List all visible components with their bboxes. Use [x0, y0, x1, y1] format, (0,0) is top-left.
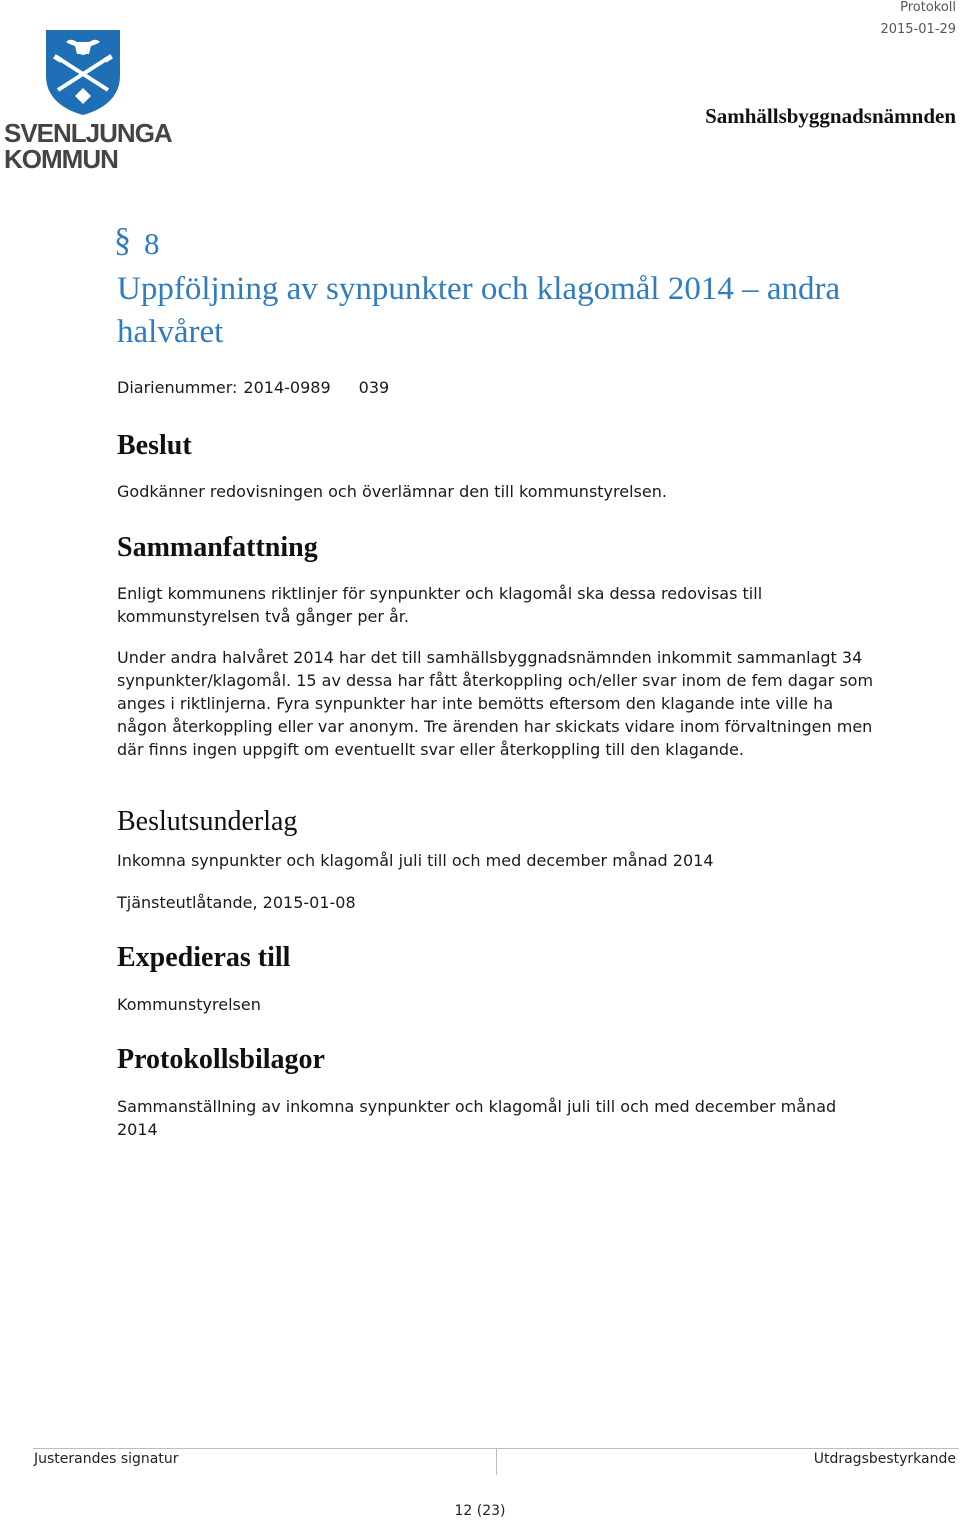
coat-of-arms-icon	[44, 28, 122, 116]
document-type: Protokoll	[900, 0, 956, 15]
logo-wordmark-line2: KOMMUN	[4, 144, 118, 174]
page-number: 12 (23)	[454, 1503, 506, 1519]
diary-code: 039	[358, 378, 390, 397]
section-text-expedieras: Kommunstyrelsen	[117, 995, 261, 1014]
section-text-sammanfattning-1: Enligt kommunens riktlinjer för synpunkter och klagomål ska dessa redovisas till kommunstyrelsen två gånger per år.	[117, 584, 763, 626]
diary-number: 2014-0989	[243, 378, 331, 397]
document-date: 2015-01-29	[880, 22, 956, 37]
committee-name: Samhällsbyggnadsnämnden	[705, 104, 956, 128]
section-heading-bilagor: Protokollsbilagor	[117, 1044, 325, 1075]
footer-separator	[496, 1448, 497, 1475]
paragraph-number: 8	[144, 226, 160, 261]
footer-signature-label: Justerandes signatur	[34, 1451, 179, 1467]
basis-item-2: Tjänsteutlåtande, 2015-01-08	[117, 893, 356, 912]
page-title: Uppföljning av synpunkter och klagomål 2014 – andra halvåret	[117, 271, 841, 350]
section-heading-sammanfattning: Sammanfattning	[117, 532, 318, 563]
paragraph-sign: §	[114, 222, 131, 259]
logo-wordmark-line1: SVENLJUNGA	[4, 118, 172, 148]
section-text-beslut: Godkänner redovisningen och överlämnar den till kommunstyrelsen.	[117, 482, 667, 501]
section-heading-expedieras: Expedieras till	[117, 942, 291, 973]
diary-number-line	[117, 378, 389, 397]
footer-certification-label: Utdragsbestyrkande	[813, 1451, 956, 1467]
section-text-bilagor: Sammanställning av inkomna synpunkter och klagomål juli till och med december månad 2014	[117, 1097, 837, 1139]
diary-label: Diarienummer:	[117, 378, 238, 397]
section-heading-beslut: Beslut	[117, 430, 192, 461]
section-heading-beslutsunderlag: Beslutsunderlag	[117, 806, 298, 837]
municipality-logo	[4, 28, 172, 178]
basis-item-1: Inkomna synpunkter och klagomål juli till och med december månad 2014	[117, 851, 714, 870]
section-text-sammanfattning-2: Under andra halvåret 2014 har det till samhällsbyggnadsnämnden inkommit sammanlagt 34 synpunkter/klagomål. 15 av dessa har fått återkoppling och/eller svar inom de fem dagar som anges i riktlinjerna. Fyra synpunkter har inte bemötts eftersom den klagande inte ville ha någon återkoppling eller var anonym. Tre ärenden har skickats vidare inom förvaltningen men där finns ingen uppgift om eventuellt svar eller återkoppling till den klagande.	[117, 648, 874, 759]
